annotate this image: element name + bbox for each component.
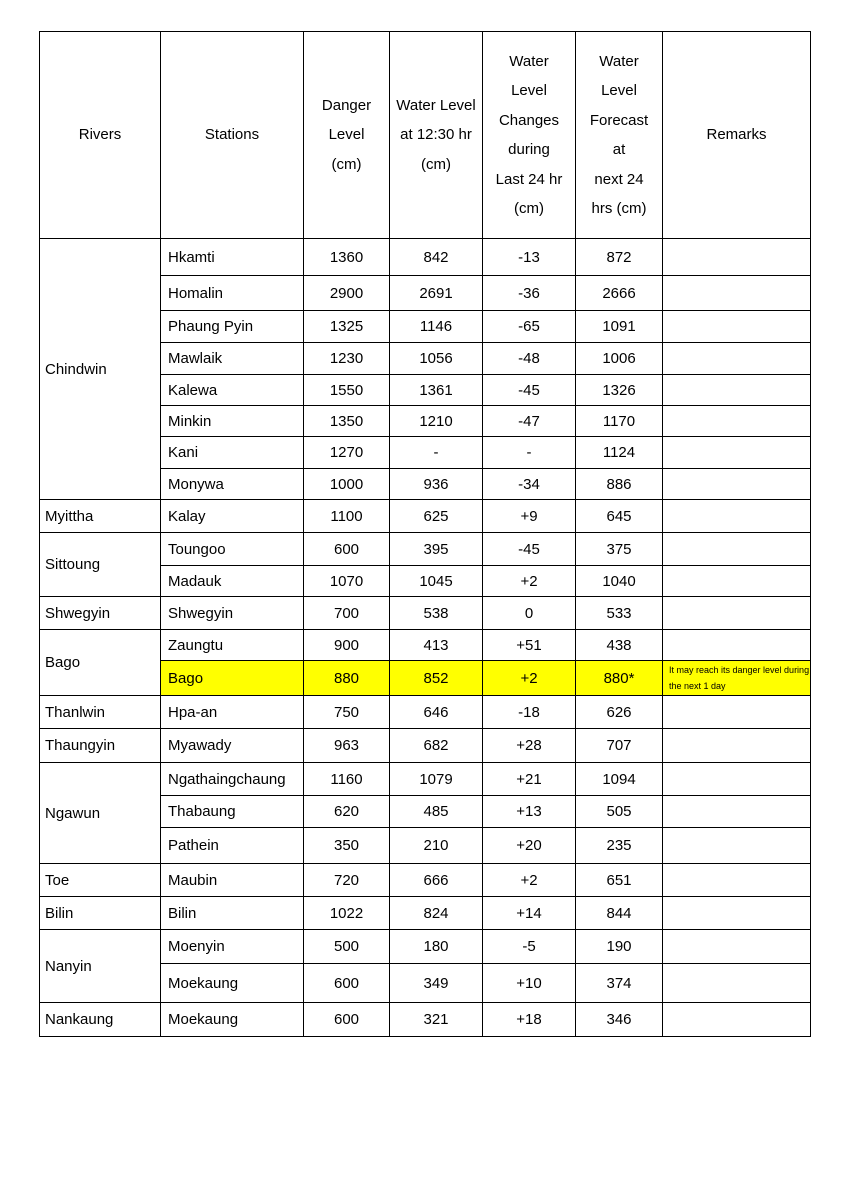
remarks-cell (663, 406, 811, 437)
forecast-cell: 1124 (576, 437, 663, 469)
river-name: Ngawun (40, 763, 161, 864)
station-name: Bago (161, 661, 304, 696)
forecast-cell: 1326 (576, 375, 663, 406)
level-change-cell: -48 (483, 343, 576, 375)
water-level-cell: 1079 (390, 763, 483, 796)
danger-level-cell: 1360 (304, 239, 390, 276)
header-water-level: Water Level at 12:30 hr (cm) (390, 32, 483, 239)
level-change-cell: +18 (483, 1003, 576, 1037)
level-change-cell: +2 (483, 864, 576, 897)
station-name: Kani (161, 437, 304, 469)
danger-level-cell: 1070 (304, 566, 390, 597)
water-level-cell: 1361 (390, 375, 483, 406)
header-level-changes: Water Level Changes during Last 24 hr (cm) (483, 32, 576, 239)
level-change-cell: -36 (483, 276, 576, 311)
river-name: Shwegyin (40, 597, 161, 630)
level-change-cell: - (483, 437, 576, 469)
river-name: Nankaung (40, 1003, 161, 1037)
river-name: Toe (40, 864, 161, 897)
station-name: Moenyin (161, 930, 304, 964)
header-stations: Stations (161, 32, 304, 239)
level-change-cell: -13 (483, 239, 576, 276)
river-name: Bilin (40, 897, 161, 930)
forecast-cell: 872 (576, 239, 663, 276)
level-change-cell: +9 (483, 500, 576, 533)
level-change-cell: -5 (483, 930, 576, 964)
level-change-cell: +2 (483, 566, 576, 597)
level-change-cell: -45 (483, 533, 576, 566)
river-name: Bago (40, 630, 161, 696)
danger-level-cell: 2900 (304, 276, 390, 311)
level-change-cell: +20 (483, 828, 576, 864)
level-change-cell: +10 (483, 964, 576, 1003)
level-change-cell: +2 (483, 661, 576, 696)
water-level-cell: 842 (390, 239, 483, 276)
forecast-cell: 844 (576, 897, 663, 930)
remarks-cell: It may reach its danger level during the next 1 day (663, 661, 811, 696)
station-name: Moekaung (161, 1003, 304, 1037)
station-name: Toungoo (161, 533, 304, 566)
water-level-cell: - (390, 437, 483, 469)
danger-level-cell: 350 (304, 828, 390, 864)
danger-level-cell: 500 (304, 930, 390, 964)
table-row (40, 239, 811, 276)
forecast-cell: 1094 (576, 763, 663, 796)
water-level-cell: 538 (390, 597, 483, 630)
table-row (40, 763, 811, 796)
river-name: Thanlwin (40, 696, 161, 729)
forecast-cell: 886 (576, 469, 663, 500)
water-level-cell: 852 (390, 661, 483, 696)
danger-level-cell: 600 (304, 1003, 390, 1037)
river-name: Chindwin (40, 239, 161, 500)
station-name: Zaungtu (161, 630, 304, 661)
station-name: Monywa (161, 469, 304, 500)
remarks-cell (663, 311, 811, 343)
remarks-cell (663, 469, 811, 500)
remarks-cell (663, 597, 811, 630)
station-name: Homalin (161, 276, 304, 311)
table-row (40, 630, 811, 661)
danger-level-cell: 1325 (304, 311, 390, 343)
table-row (40, 930, 811, 964)
water-level-cell: 682 (390, 729, 483, 763)
remarks-cell (663, 343, 811, 375)
remarks-cell (663, 276, 811, 311)
table-row (40, 500, 811, 533)
forecast-cell: 235 (576, 828, 663, 864)
danger-level-cell: 963 (304, 729, 390, 763)
station-name: Moekaung (161, 964, 304, 1003)
forecast-cell: 190 (576, 930, 663, 964)
remarks-cell (663, 864, 811, 897)
station-name: Phaung Pyin (161, 311, 304, 343)
remarks-cell (663, 239, 811, 276)
forecast-cell: 707 (576, 729, 663, 763)
water-level-cell: 395 (390, 533, 483, 566)
level-change-cell: 0 (483, 597, 576, 630)
remarks-cell (663, 796, 811, 828)
station-name: Shwegyin (161, 597, 304, 630)
station-name: Maubin (161, 864, 304, 897)
water-level-cell: 349 (390, 964, 483, 1003)
level-change-cell: -18 (483, 696, 576, 729)
remarks-cell (663, 437, 811, 469)
water-level-cell: 413 (390, 630, 483, 661)
level-change-cell: -34 (483, 469, 576, 500)
station-name: Mawlaik (161, 343, 304, 375)
station-name: Madauk (161, 566, 304, 597)
level-change-cell: -65 (483, 311, 576, 343)
danger-level-cell: 1100 (304, 500, 390, 533)
river-name: Nanyin (40, 930, 161, 1003)
danger-level-cell: 750 (304, 696, 390, 729)
water-level-cell: 936 (390, 469, 483, 500)
station-name: Bilin (161, 897, 304, 930)
remarks-cell (663, 897, 811, 930)
remarks-cell (663, 763, 811, 796)
forecast-cell: 505 (576, 796, 663, 828)
water-level-cell: 180 (390, 930, 483, 964)
forecast-cell: 645 (576, 500, 663, 533)
station-name: Myawady (161, 729, 304, 763)
danger-level-cell: 700 (304, 597, 390, 630)
header-danger-level: Danger Level (cm) (304, 32, 390, 239)
danger-level-cell: 900 (304, 630, 390, 661)
water-level-cell: 646 (390, 696, 483, 729)
level-change-cell: +51 (483, 630, 576, 661)
forecast-cell: 375 (576, 533, 663, 566)
header-remarks: Remarks (663, 32, 811, 239)
water-level-cell: 666 (390, 864, 483, 897)
river-name: Myittha (40, 500, 161, 533)
station-name: Minkin (161, 406, 304, 437)
forecast-cell: 346 (576, 1003, 663, 1037)
table-row (40, 897, 811, 930)
remarks-cell (663, 729, 811, 763)
header-rivers: Rivers (40, 32, 161, 239)
table-row (40, 696, 811, 729)
level-change-cell: -47 (483, 406, 576, 437)
table-body (40, 239, 811, 1037)
forecast-cell: 2666 (576, 276, 663, 311)
danger-level-cell: 1160 (304, 763, 390, 796)
remarks-cell (663, 828, 811, 864)
table-row (40, 729, 811, 763)
remarks-cell (663, 930, 811, 964)
danger-level-cell: 1022 (304, 897, 390, 930)
water-level-cell: 2691 (390, 276, 483, 311)
station-name: Hpa-an (161, 696, 304, 729)
danger-level-cell: 720 (304, 864, 390, 897)
water-level-cell: 210 (390, 828, 483, 864)
water-level-table (39, 31, 811, 1037)
station-name: Hkamti (161, 239, 304, 276)
danger-level-cell: 1000 (304, 469, 390, 500)
remarks-cell (663, 500, 811, 533)
water-level-cell: 1056 (390, 343, 483, 375)
river-name: Sittoung (40, 533, 161, 597)
danger-level-cell: 600 (304, 964, 390, 1003)
remarks-cell (663, 964, 811, 1003)
forecast-cell: 374 (576, 964, 663, 1003)
header-row (40, 32, 811, 239)
remarks-cell (663, 566, 811, 597)
remarks-cell (663, 533, 811, 566)
forecast-cell: 1091 (576, 311, 663, 343)
station-name: Ngathaingchaung (161, 763, 304, 796)
danger-level-cell: 620 (304, 796, 390, 828)
station-name: Kalay (161, 500, 304, 533)
forecast-cell: 438 (576, 630, 663, 661)
table-row (40, 597, 811, 630)
forecast-cell: 651 (576, 864, 663, 897)
water-level-cell: 824 (390, 897, 483, 930)
level-change-cell: +13 (483, 796, 576, 828)
water-level-cell: 1146 (390, 311, 483, 343)
river-name: Thaungyin (40, 729, 161, 763)
forecast-cell: 1040 (576, 566, 663, 597)
danger-level-cell: 1350 (304, 406, 390, 437)
station-name: Thabaung (161, 796, 304, 828)
water-level-cell: 321 (390, 1003, 483, 1037)
water-level-cell: 625 (390, 500, 483, 533)
station-name: Pathein (161, 828, 304, 864)
forecast-cell: 1006 (576, 343, 663, 375)
station-name: Kalewa (161, 375, 304, 406)
remarks-cell (663, 696, 811, 729)
water-level-cell: 1210 (390, 406, 483, 437)
water-level-cell: 1045 (390, 566, 483, 597)
level-change-cell: +28 (483, 729, 576, 763)
forecast-cell: 880* (576, 661, 663, 696)
remarks-cell (663, 630, 811, 661)
forecast-cell: 533 (576, 597, 663, 630)
table-row (40, 864, 811, 897)
danger-level-cell: 1550 (304, 375, 390, 406)
remarks-cell (663, 1003, 811, 1037)
forecast-cell: 1170 (576, 406, 663, 437)
danger-level-cell: 600 (304, 533, 390, 566)
forecast-cell: 626 (576, 696, 663, 729)
level-change-cell: +21 (483, 763, 576, 796)
remarks-cell (663, 375, 811, 406)
level-change-cell: +14 (483, 897, 576, 930)
header-forecast: Water Level Forecast at next 24 hrs (cm) (576, 32, 663, 239)
level-change-cell: -45 (483, 375, 576, 406)
danger-level-cell: 1270 (304, 437, 390, 469)
danger-level-cell: 1230 (304, 343, 390, 375)
table-row (40, 533, 811, 566)
danger-level-cell: 880 (304, 661, 390, 696)
table-row (40, 1003, 811, 1037)
water-level-cell: 485 (390, 796, 483, 828)
